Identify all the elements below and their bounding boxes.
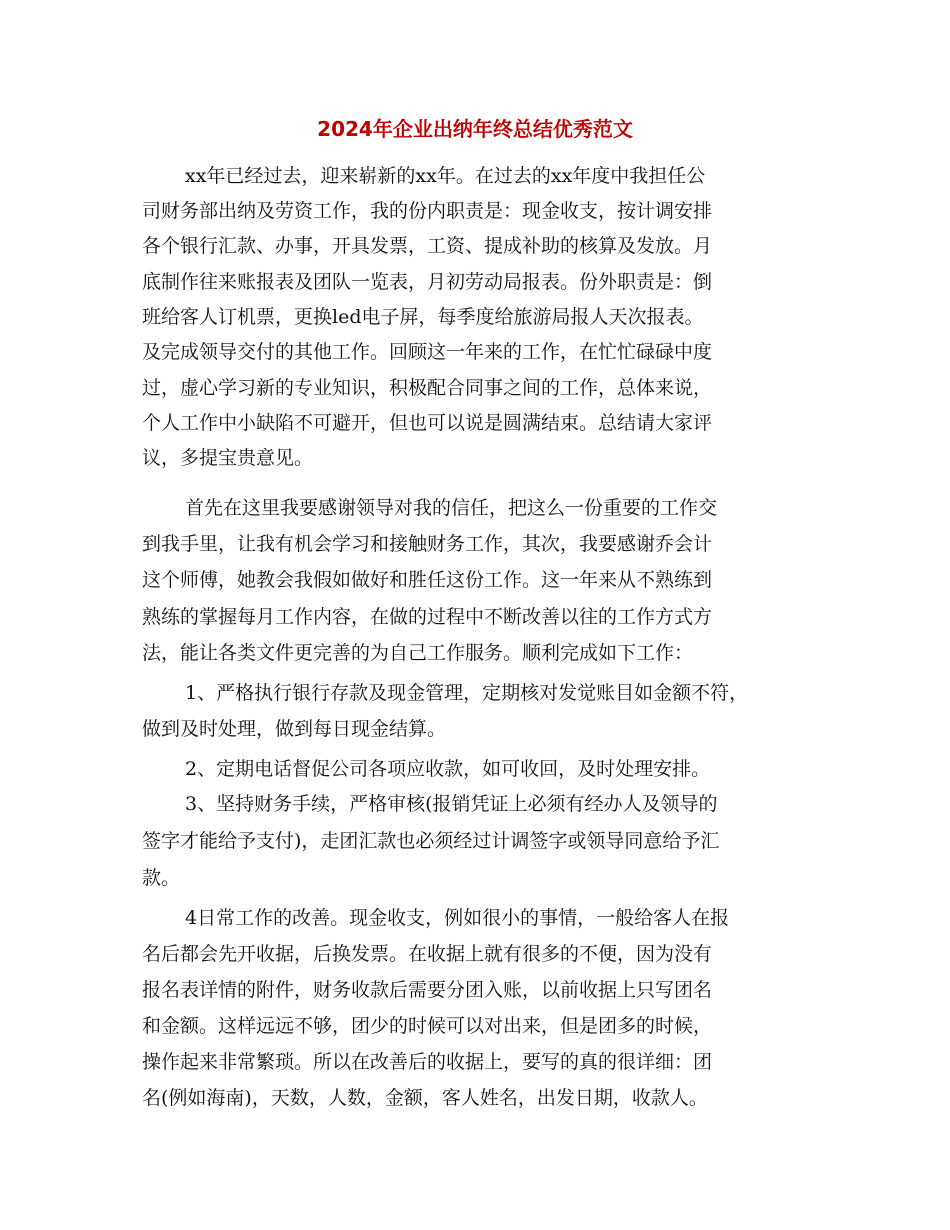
document-title: 2024年企业出纳年终总结优秀范文 [317,117,633,141]
paragraph-6-line-5: 操作起来非常繁琐。所以在改善后的收据上，要写的真的很详细：团 [142,1051,713,1073]
paragraph-1-line-4: 底制作往来账报表及团队一览表，月初劳动局报表。份外职责是：倒 [142,271,713,293]
paragraph-6-line-1: 4日常工作的改善。现金收支，例如很小的事情，一般给客人在报 [185,907,730,929]
paragraph-5-line-3: 款。 [142,867,181,889]
paragraph-1-line-1: xx年已经过去，迎来崭新的xx年。在过去的xx年度中我担任公 [185,165,706,187]
paragraph-2-line-5: 法，能让各类文件更完善的为自己工作服务。顺利完成如下工作： [142,642,694,664]
paragraph-1-line-6: 及完成领导交付的其他工作。回顾这一年来的工作，在忙忙碌碌中度 [142,341,713,363]
paragraph-1-line-3: 各个银行汇款、办事，开具发票，工资、提成补助的核算及发放。月 [142,235,713,257]
paragraph-1-line-5: 班给客人订机票，更换led电子屏，每季度给旅游局报人天次报表。 [142,306,704,328]
paragraph-5-line-2: 签字才能给予支付)，走团汇款也必须经过计调签字或领导同意给予汇 [142,830,720,852]
paragraph-1-line-8: 个人工作中小缺陷不可避开，但也可以说是圆满结束。总结请大家评 [142,412,713,434]
paragraph-5-line-1: 3、坚持财务手续，严格审核(报销凭证上必须有经办人及领导的 [185,793,718,815]
paragraph-6-line-3: 报名表详情的附件，财务收款后需要分团入账，以前收据上只写团名 [142,979,713,1001]
paragraph-6-line-2: 名后都会先开收据，后换发票。在收据上就有很多的不便，因为没有 [142,943,713,965]
paragraph-2-line-4: 熟练的掌握每月工作内容，在做的过程中不断改善以往的工作方式方 [142,606,713,628]
paragraph-1-line-9: 议，多提宝贵意见。 [142,447,314,469]
paragraph-2-line-1: 首先在这里我要感谢领导对我的信任，把这么一份重要的工作交 [185,497,718,519]
paragraph-3-line-2: 做到及时处理，做到每日现金结算。 [142,718,447,740]
paragraph-3-line-1: 1、严格执行银行存款及现金管理，定期核对发觉账目如金额不符， [185,682,749,704]
paragraph-6-line-6: 名(例如海南)，天数，人数，金额，客人姓名，出发日期，收款人。 [142,1087,708,1109]
paragraph-4-line-1: 2、定期电话督促公司各项应收款，如可收回，及时处理安排。 [185,758,711,780]
paragraph-2-line-3: 这个师傅，她教会我假如做好和胜任这份工作。这一年来从不熟练到 [142,569,713,591]
paragraph-1-line-2: 司财务部出纳及劳资工作，我的份内职责是：现金收支，按计调安排 [142,200,713,222]
paragraph-2-line-2: 到我手里，让我有机会学习和接触财务工作，其次，我要感谢乔会计 [142,533,713,555]
paragraph-1-line-7: 过，虚心学习新的专业知识，积极配合同事之间的工作，总体来说， [142,377,713,399]
paragraph-6-line-4: 和金额。这样远远不够，团少的时候可以对出来，但是团多的时候， [142,1015,713,1037]
